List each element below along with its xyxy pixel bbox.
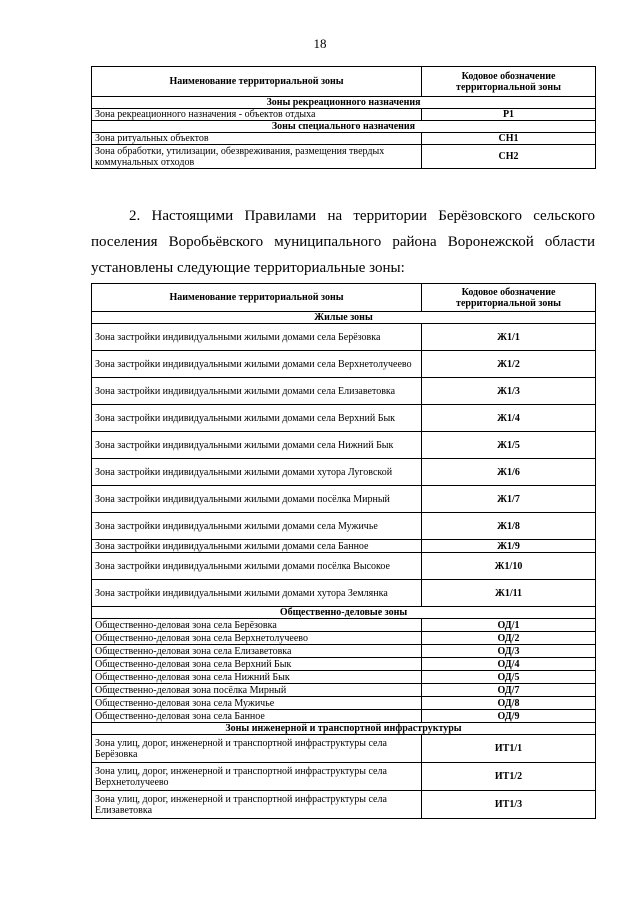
zone-name-cell: Зона рекреационного назначения - объектов отдыха [92,109,422,121]
table-row [92,486,596,513]
section-title: Зоны рекреационного назначения [92,97,596,109]
zone-code-cell: ИТ1/1 [422,735,596,763]
table-row [92,109,596,121]
table-row [92,791,596,819]
section-row [92,121,596,133]
table-row [92,553,596,580]
body-paragraph [91,203,595,281]
zone-code-cell: Ж1/7 [422,486,596,513]
zone-name-cell: Общественно-деловая зона села Верхний Бык [92,658,422,671]
table-header-row [92,284,596,312]
zone-name-cell: Общественно-деловая зона села Мужичье [92,697,422,710]
zone-name-cell: Зона застройки индивидуальными жилыми домами села Верхнетолучеево [92,351,422,378]
header-zone-name: Наименование территориальной зоны [92,284,422,312]
zone-code-cell: ИТ1/3 [422,791,596,819]
table-row [92,133,596,145]
zone-name-cell: Зона застройки индивидуальными жилыми домами хутора Луговской [92,459,422,486]
zone-code-cell: СН2 [422,145,596,169]
zone-name-cell: Общественно-деловая зона села Нижний Бык [92,671,422,684]
zone-code-cell: ОД/2 [422,632,596,645]
zones-table-main [91,283,596,819]
zone-code-cell: Ж1/10 [422,553,596,580]
table-row [92,324,596,351]
table-header-row [92,67,596,97]
table-row [92,378,596,405]
table-row [92,459,596,486]
zone-name-cell: Общественно-деловая зона села Верхнетолучеево [92,632,422,645]
section-row [92,97,596,109]
zone-name-cell: Зона застройки индивидуальными жилыми домами посёлка Мирный [92,486,422,513]
zone-name-cell: Зона застройки индивидуальными жилыми домами села Банное [92,540,422,553]
zone-code-cell: ОД/7 [422,684,596,697]
section-row [92,312,596,324]
zone-name-cell: Общественно-деловая зона села Берёзовка [92,619,422,632]
zone-name-cell: Общественно-деловая зона села Банное [92,710,422,723]
section-row [92,723,596,735]
zone-name-cell: Зона обработки, утилизации, обезвреживания, размещения твердых коммунальных отходов [92,145,422,169]
zone-name-cell: Зона ритуальных объектов [92,133,422,145]
table-row [92,684,596,697]
zone-name-cell: Зона застройки индивидуальными жилыми домами хутора Землянка [92,580,422,607]
section-title: Жилые зоны [92,312,596,324]
header-zone-code: Кодовое обозначение территориальной зоны [422,67,596,97]
table-row [92,351,596,378]
table-row [92,735,596,763]
table-row [92,619,596,632]
zone-code-cell: Ж1/6 [422,459,596,486]
zone-code-cell: Ж1/5 [422,432,596,459]
table-row [92,432,596,459]
zone-name-cell: Зона застройки индивидуальными жилыми домами села Верхний Бык [92,405,422,432]
zone-code-cell: Ж1/1 [422,324,596,351]
table-row [92,763,596,791]
section-title: Зоны специального назначения [92,121,596,133]
zone-name-cell: Зона улиц, дорог, инженерной и транспортной инфраструктуры села Верхнетолучеево [92,763,422,791]
table-row [92,540,596,553]
section-row [92,607,596,619]
zones-table-recreational-special [91,66,596,169]
zone-code-cell: ОД/3 [422,645,596,658]
table-row [92,580,596,607]
zone-code-cell: СН1 [422,133,596,145]
table-row [92,658,596,671]
zone-code-cell: Р1 [422,109,596,121]
zone-code-cell: Ж1/8 [422,513,596,540]
zone-code-cell: Ж1/3 [422,378,596,405]
zone-name-cell: Зона застройки индивидуальными жилыми домами посёлка Высокое [92,553,422,580]
paragraph-line: поселения Воробьёвского муниципального района Воронежской области [91,234,595,250]
zone-code-cell: ОД/9 [422,710,596,723]
zone-name-cell: Зона застройки индивидуальными жилыми домами села Елизаветовка [92,378,422,405]
table-row [92,645,596,658]
table-row [92,697,596,710]
table-row [92,710,596,723]
zone-code-cell: Ж1/4 [422,405,596,432]
zone-code-cell: ОД/8 [422,697,596,710]
zone-code-cell: Ж1/2 [422,351,596,378]
page-number: 18 [313,36,327,51]
paragraph-line: установлены следующие территориальные зоны: [91,260,405,276]
zone-name-cell: Зона улиц, дорог, инженерной и транспортной инфраструктуры села Берёзовка [92,735,422,763]
zone-code-cell: ИТ1/2 [422,763,596,791]
header-zone-code: Кодовое обозначение территориальной зоны [422,284,596,312]
zone-name-cell: Общественно-деловая зона посёлка Мирный [92,684,422,697]
zone-name-cell: Зона застройки индивидуальными жилыми домами села Берёзовка [92,324,422,351]
zone-name-cell: Общественно-деловая зона села Елизаветовка [92,645,422,658]
table-row [92,632,596,645]
section-title: Общественно-деловые зоны [92,607,596,619]
zone-code-cell: ОД/4 [422,658,596,671]
zone-code-cell: ОД/5 [422,671,596,684]
zone-name-cell: Зона застройки индивидуальными жилыми домами села Нижний Бык [92,432,422,459]
section-title: Зоны инженерной и транспортной инфраструктуры [92,723,596,735]
paragraph-line: 2. Настоящими Правилами на территории Берёзовского сельского [129,208,595,224]
table-row [92,145,596,169]
table-row [92,671,596,684]
zone-name-cell: Зона улиц, дорог, инженерной и транспортной инфраструктуры села Елизаветовка [92,791,422,819]
header-zone-name: Наименование территориальной зоны [92,67,422,97]
zone-code-cell: Ж1/9 [422,540,596,553]
zone-code-cell: ОД/1 [422,619,596,632]
zone-name-cell: Зона застройки индивидуальными жилыми домами села Мужичье [92,513,422,540]
table-row [92,405,596,432]
zone-code-cell: Ж1/11 [422,580,596,607]
table-row [92,513,596,540]
